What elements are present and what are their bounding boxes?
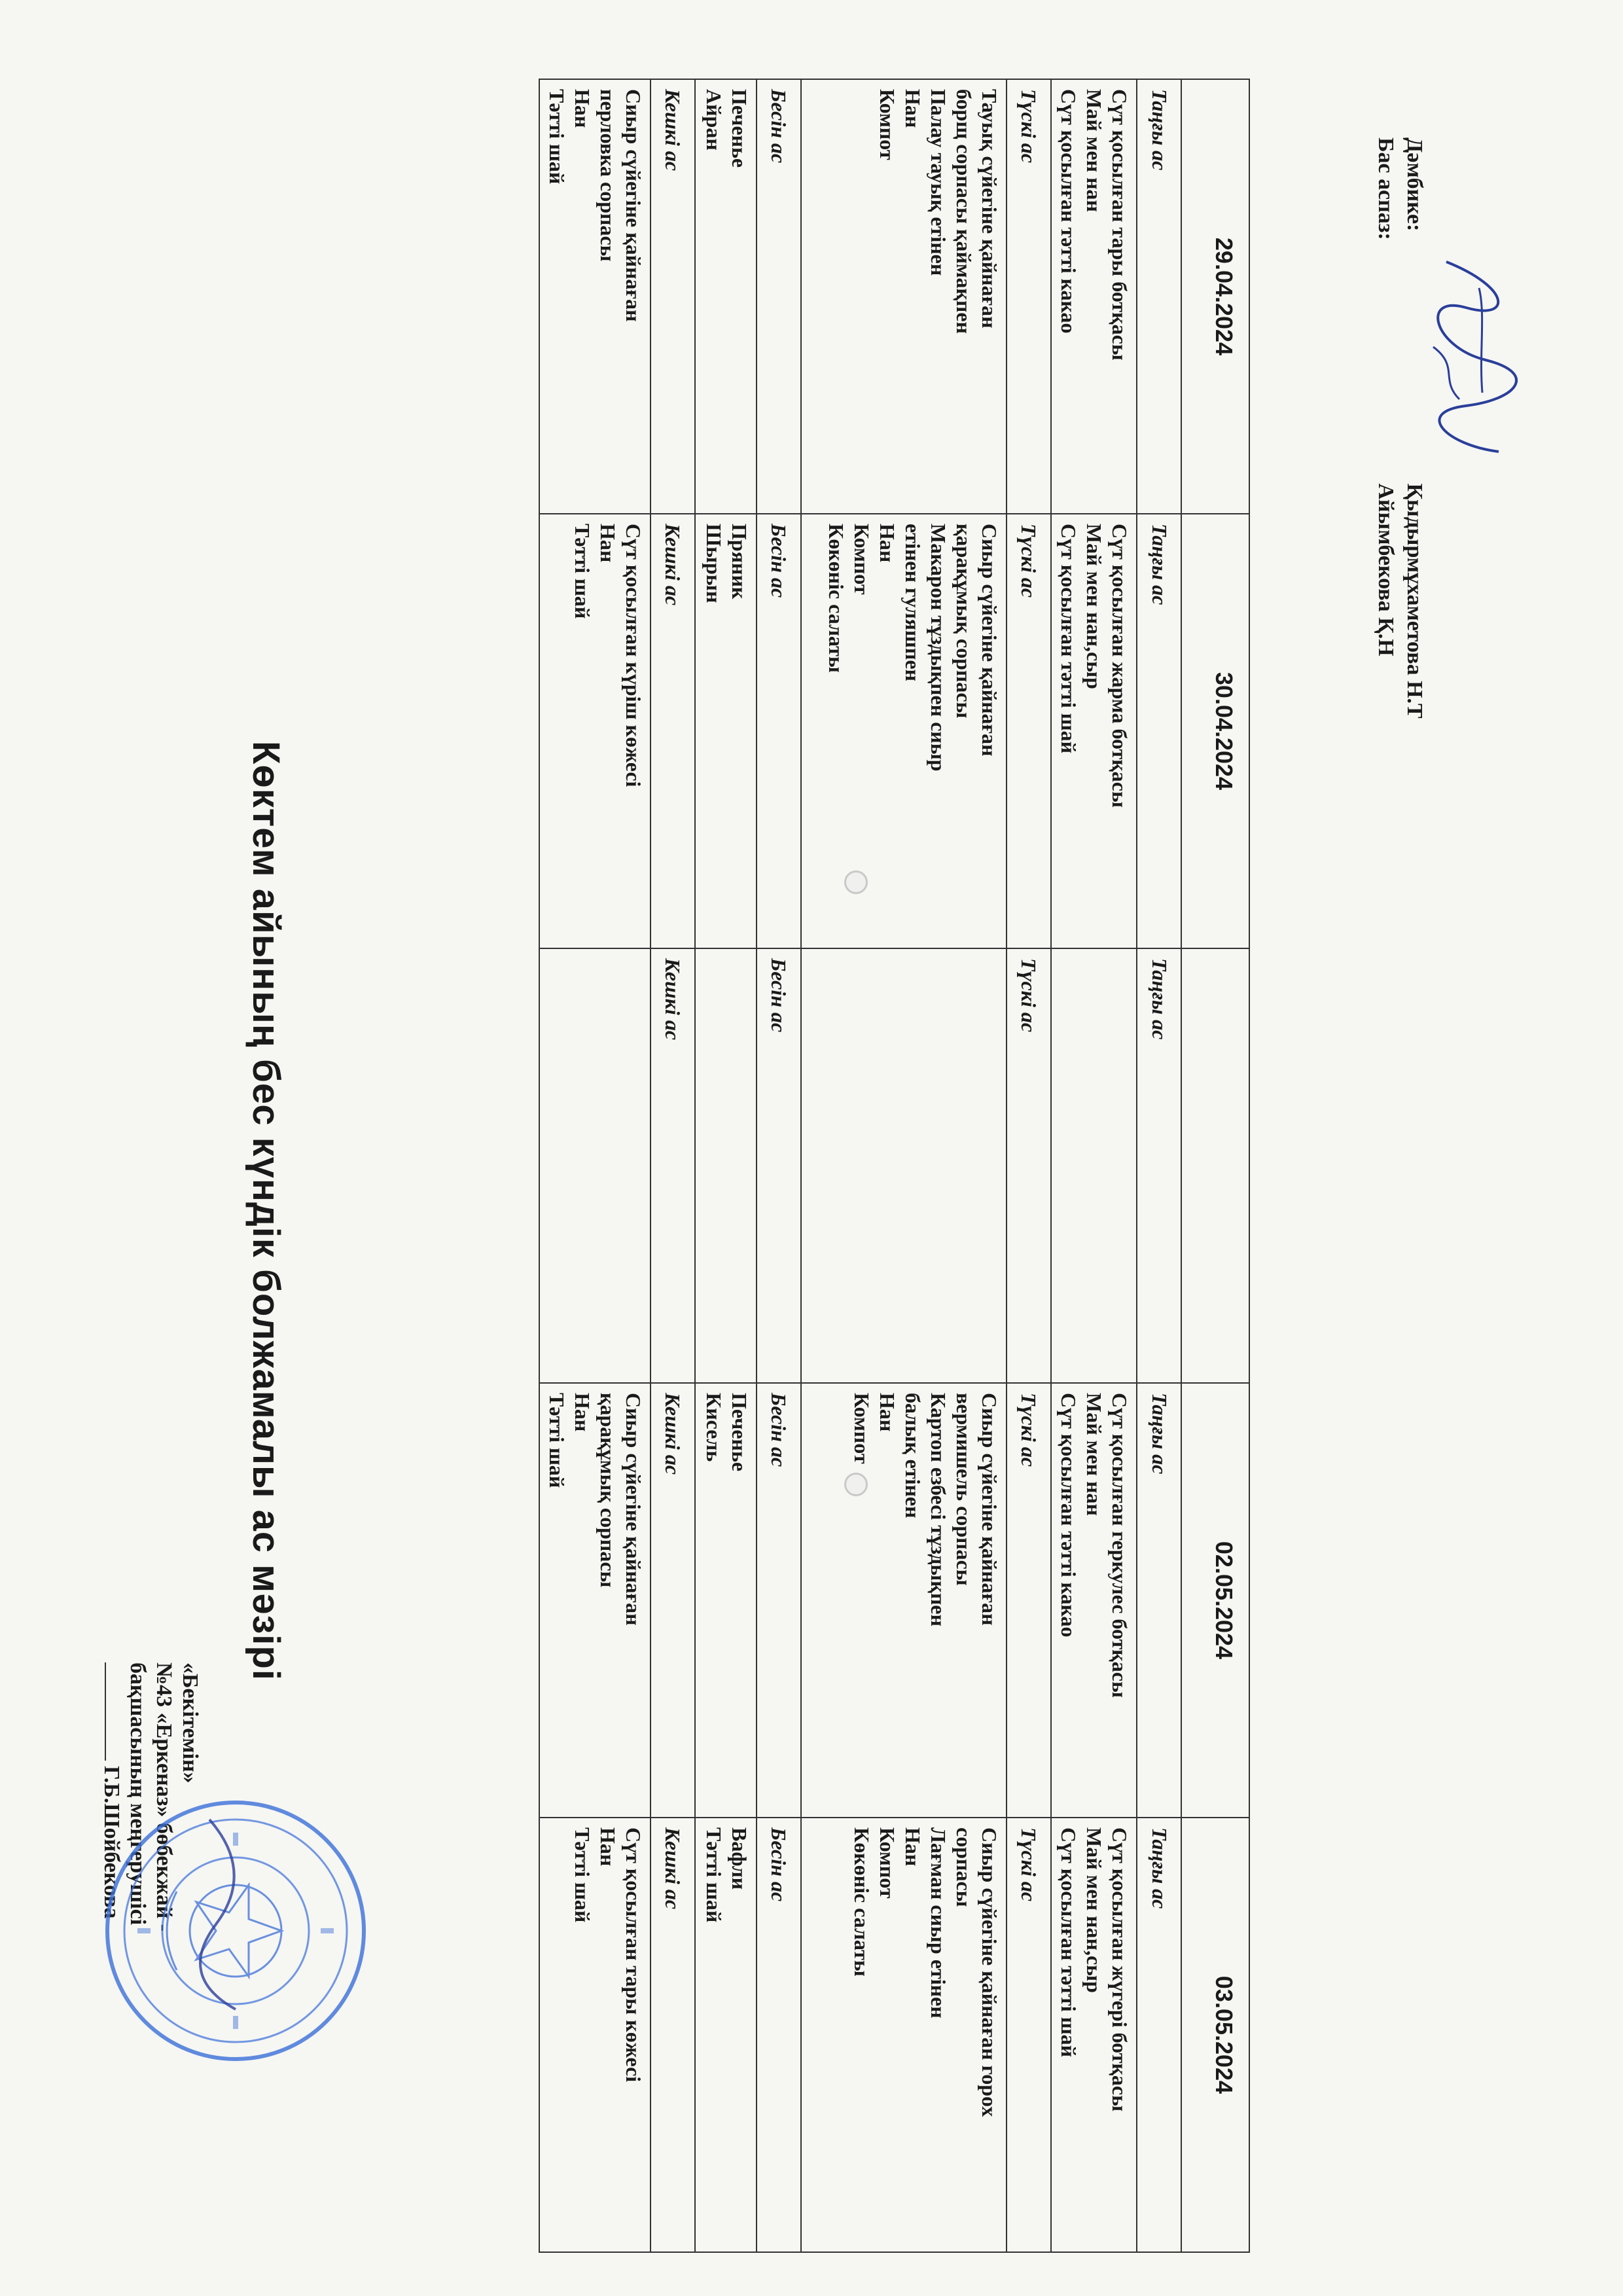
dish-item: Айран: [702, 89, 726, 151]
dish-item: борщ сорпасы қаймақпен: [952, 89, 976, 334]
meal-label: Таңғы ас: [1137, 514, 1181, 948]
dishes-cell: [695, 514, 757, 948]
dishes-cell: [539, 79, 651, 514]
dish-item: Сүт қосылған жүгері ботқасы: [1108, 1827, 1132, 2112]
meal-label: Бесін ас: [757, 1383, 801, 1818]
dishes-cell: [695, 1383, 757, 1818]
meal-label: Таңғы ас: [1137, 1383, 1181, 1818]
date-header: 30.04.2024: [1181, 514, 1249, 948]
dish-item: Компот: [875, 89, 899, 160]
dish-item: Сүт қосылған тәтті какао: [1056, 1393, 1080, 1638]
dish-item: вермишель сорпасы: [952, 1393, 976, 1586]
dish-item: Нан: [596, 1827, 620, 1867]
dishes-cell: [801, 79, 1007, 514]
dish-item: Тауық сүйегіне қайнаған: [977, 89, 1001, 329]
dishes-cell: [1051, 1818, 1137, 2252]
dishes-cell: [1051, 79, 1137, 514]
dish-item: Тәтті шай: [570, 524, 594, 619]
chef-signature-row: [1373, 137, 1398, 656]
meal-row: [651, 79, 695, 2252]
dish-item: Тәтті шай: [702, 1827, 726, 1923]
date-header: 02.05.2024: [1181, 1383, 1249, 1818]
dish-item: Нан: [901, 1827, 925, 1867]
dish-item: сорпасы: [952, 1827, 976, 1907]
meal-label: Түскі ас: [1007, 514, 1051, 948]
dishes-cell: [539, 1383, 651, 1818]
meal-label: Бесін ас: [757, 1818, 801, 2252]
chef-label: Бас аспаз:: [1374, 137, 1398, 240]
meal-label: Түскі ас: [1007, 79, 1051, 514]
dish-item: Сүт қосылған жарма ботқасы: [1108, 524, 1132, 808]
dish-item: қарақұмық сорпасы: [596, 1393, 620, 1588]
meal-label: Кешкі ас: [651, 79, 695, 514]
date-header-row: [1181, 79, 1249, 2252]
dish-item: Нан: [875, 1393, 899, 1432]
dish-item: Лағман сиыр етінен: [926, 1827, 950, 2018]
date-header: 29.04.2024: [1181, 79, 1249, 514]
dish-item: Көкөніс салаты: [849, 1827, 874, 1977]
meal-label: Кешкі ас: [651, 1383, 695, 1818]
dish-item: Сиыр сүйегіне қайнаған: [621, 1393, 645, 1626]
dish-item: Нан: [875, 524, 899, 563]
meal-label: Кешкі ас: [651, 948, 695, 1383]
approval-line-2: №43 «Еркеназ» бөбекжай -: [151, 1662, 176, 1932]
dishes-cell: [539, 1818, 651, 2252]
dish-item: Тәтті шай: [544, 89, 569, 185]
chef-name: Айымбекова Қ.Н: [1374, 483, 1398, 656]
dishes-cell: [539, 514, 651, 948]
meal-label: Түскі ас: [1007, 1383, 1051, 1818]
dish-item: Кисель: [702, 1393, 726, 1462]
dish-item: Сиыр сүйегіне қайнаған горох: [977, 1827, 1001, 2117]
dishes-cell: [801, 1383, 1007, 1818]
meal-label: Бесін ас: [757, 514, 801, 948]
dish-item: Май мен нан,сыр: [1082, 1827, 1106, 1993]
meal-row: [757, 79, 801, 2252]
dish-item: Пряник: [727, 524, 751, 600]
dish-item: Макарон тұздықпен сиыр: [926, 524, 950, 772]
dietitian-label: Дәмбике:: [1402, 137, 1427, 232]
dish-item: етінен гуляшпен: [901, 524, 925, 681]
dish-item: Сүт қосылған геркулес ботқасы: [1108, 1393, 1132, 1698]
dish-item: Компот: [849, 524, 874, 595]
dish-item: Сүт қосылған күріш көжесі: [621, 524, 645, 787]
dish-item: Сүт қосылған тәтті какао: [1056, 89, 1080, 334]
approval-line-3: бақшасының меңгерушісі: [125, 1662, 150, 1926]
dishes-cell: [801, 514, 1007, 948]
dish-item: Май мен нан: [1082, 1393, 1106, 1516]
dishes-row: [801, 79, 1007, 2252]
official-seal-icon: [98, 1793, 373, 2068]
dishes-cell: [801, 948, 1007, 1383]
dish-item: Нан: [901, 89, 925, 128]
dishes-cell: [1051, 948, 1137, 1383]
dishes-cell: [801, 1818, 1007, 2252]
dish-item: Сиыр сүйегіне қайнаған: [977, 1393, 1001, 1626]
dish-item: Сүт қосылған тәтті шай: [1056, 524, 1080, 754]
dish-item: Нан: [570, 89, 594, 128]
dish-item: Сүт қосылған тары ботқасы: [1108, 89, 1132, 361]
dish-item: Картоп езбесі тұздықпен: [926, 1393, 950, 1626]
dish-item: қарақұмық сорпасы: [952, 524, 976, 719]
dish-item: Компот: [849, 1393, 874, 1464]
dish-item: Печенье: [727, 89, 751, 168]
dish-item: перловка сорпасы: [596, 89, 620, 262]
dishes-cell: [695, 1818, 757, 2252]
dish-item: Нан: [596, 524, 620, 563]
dish-item: Тәтті шай: [570, 1827, 594, 1923]
dish-item: Май мен нан,сыр: [1082, 524, 1106, 689]
dish-item: балық етінен: [901, 1393, 925, 1518]
handwritten-signature-icon: [1420, 249, 1525, 458]
dish-item: Вафли: [727, 1827, 751, 1890]
dishes-cell: [539, 948, 651, 1383]
meal-label: Кешкі ас: [651, 514, 695, 948]
dish-item: Сүт қосылған тары көжесі: [621, 1827, 645, 2083]
dietitian-name: Қыдырмұхаметова Н.Т: [1402, 483, 1427, 719]
dishes-cell: [695, 79, 757, 514]
dish-item: Май мен нан: [1082, 89, 1106, 212]
dish-item: Шырын: [702, 524, 726, 603]
dish-item: Печенье: [727, 1393, 751, 1472]
dishes-cell: [1051, 514, 1137, 948]
meal-label: Бесін ас: [757, 79, 801, 514]
date-header: [1181, 948, 1249, 1383]
dish-item: Көкөніс салаты: [824, 524, 848, 673]
dishes-cell: [695, 948, 757, 1383]
dish-item: Сиыр сүйегіне қайнаған: [977, 524, 1001, 757]
meal-row: [1007, 79, 1051, 2252]
date-header: 03.05.2024: [1181, 1818, 1249, 2252]
menu-body: [539, 79, 1181, 2252]
meal-row: [1137, 79, 1181, 2252]
meal-label: Түскі ас: [1007, 948, 1051, 1383]
dishes-row: [539, 79, 651, 2252]
head-name: Г.Б.Шойбекова: [99, 1766, 124, 1919]
dish-item: Сиыр сүйегіне қайнаған: [621, 89, 645, 322]
dish-item: Компот: [875, 1827, 899, 1899]
dishes-row: [695, 79, 757, 2252]
meal-label: Бесін ас: [757, 948, 801, 1383]
dish-item: Палау тауық етінен: [926, 89, 950, 276]
dish-item: Сүт қосылған тәтті шай: [1056, 1827, 1080, 2058]
dish-item: Нан: [570, 1393, 594, 1432]
meal-label: Кешкі ас: [651, 1818, 695, 2252]
dishes-row: [1051, 79, 1137, 2252]
meal-label: Таңғы ас: [1137, 948, 1181, 1383]
menu-table: [539, 79, 1250, 2253]
meal-label: Таңғы ас: [1137, 79, 1181, 514]
page-title: Көктем айының бес күндік болжамалы ас мәзірі: [245, 741, 287, 1681]
dishes-cell: [1051, 1383, 1137, 1818]
meal-label: Түскі ас: [1007, 1818, 1051, 2252]
dish-item: Тәтті шай: [544, 1393, 569, 1488]
meal-label: Таңғы ас: [1137, 1818, 1181, 2252]
approval-line-1: «Бекітемін»: [178, 1662, 202, 1784]
